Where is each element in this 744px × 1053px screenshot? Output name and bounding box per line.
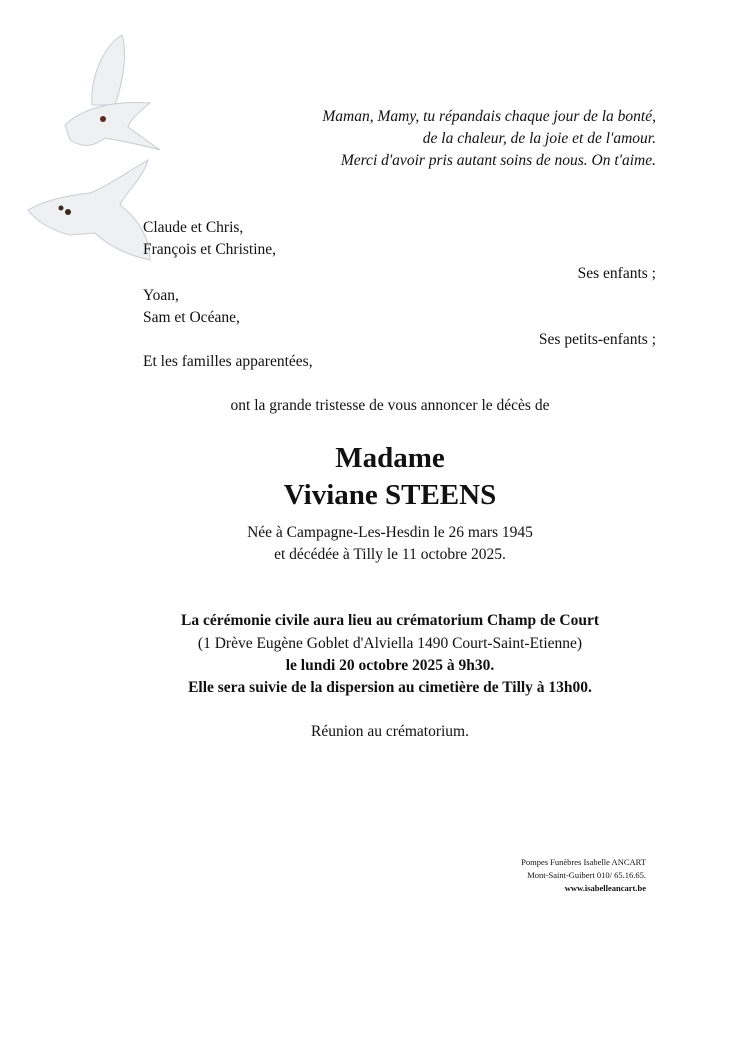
quote-line-2: de la chaleur, de la joie et de l'amour. (422, 130, 656, 147)
ceremony-line-4: Elle sera suivie de la dispersion au cimetière de Tilly à 13h00. (188, 679, 592, 696)
grandchildren-label: Ses petits-enfants ; (538, 331, 656, 348)
quote-line-3: Merci d'avoir pris autant soins de nous. On t'aime. (340, 152, 656, 169)
child-2: François et Christine, (143, 241, 277, 258)
footer-website[interactable]: www.isabelleancart.be (564, 883, 646, 893)
reunion: Réunion au crématorium. (311, 723, 469, 740)
deceased-name: Viviane STEENS (283, 479, 497, 511)
child-1: Claude et Chris, (143, 219, 244, 236)
families: Et les familles apparentées, (143, 353, 313, 370)
deceased-title: Madame (335, 442, 445, 474)
quote-line-1: Maman, Mamy, tu répandais chaque jour de la bonté, (322, 108, 656, 125)
footer-company: Pompes Funèbres Isabelle ANCART (521, 857, 646, 867)
ceremony-line-3: le lundi 20 octobre 2025 à 9h30. (285, 657, 495, 674)
birth-info: Née à Campagne-Les-Hesdin le 26 mars 1945 (247, 524, 533, 541)
footer-phone: Mont-Saint-Guibert 010/ 65.16.65. (527, 870, 646, 880)
death-info: et décédée à Tilly le 11 octobre 2025. (274, 546, 506, 563)
grandchild-1: Yoan, (143, 287, 179, 304)
ceremony-line-1: La cérémonie civile aura lieu au crématorium Champ de Court (181, 612, 599, 629)
ceremony-line-2: (1 Drève Eugène Goblet d'Alviella 1490 Court-Saint-Etienne) (197, 635, 583, 652)
children-label: Ses enfants ; (577, 265, 656, 282)
announcement: ont la grande tristesse de vous annoncer le décès de (230, 397, 550, 414)
grandchild-2: Sam et Océane, (143, 309, 240, 326)
